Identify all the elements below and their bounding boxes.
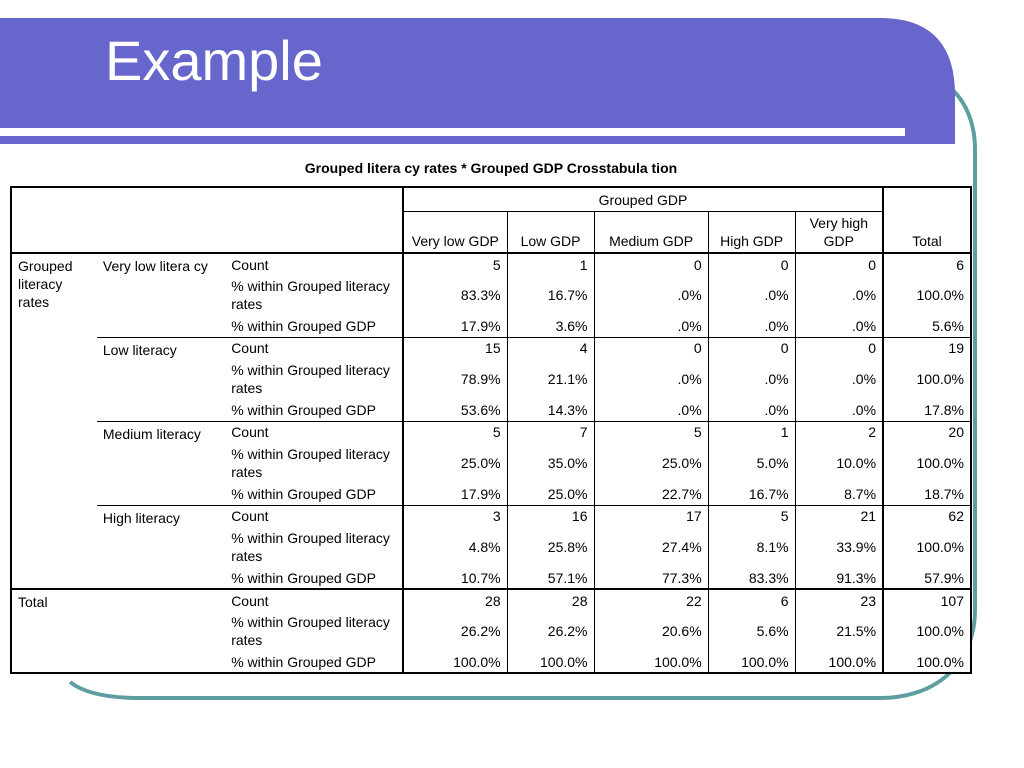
data-cell: 5.6% bbox=[883, 315, 971, 337]
stat-label: % within Grouped GDP bbox=[231, 401, 376, 418]
data-cell: 22 bbox=[594, 589, 708, 611]
data-cell: 3 bbox=[403, 505, 507, 527]
data-cell: 33.9% bbox=[795, 527, 883, 567]
data-cell: 1 bbox=[708, 421, 795, 443]
data-cell: 100.0% bbox=[883, 651, 971, 673]
data-cell: 91.3% bbox=[795, 567, 883, 589]
data-cell: 25.0% bbox=[507, 483, 594, 505]
stat-label: % within Grouped GDP bbox=[231, 569, 376, 586]
data-cell: 25.0% bbox=[403, 443, 507, 483]
total-row-label: Total bbox=[11, 589, 225, 673]
data-cell: .0% bbox=[708, 399, 795, 421]
data-cell: 20 bbox=[883, 421, 971, 443]
data-cell: 17.8% bbox=[883, 399, 971, 421]
stat-label: % within Grouped literacy rates bbox=[231, 614, 390, 648]
row-category-label: Low literacy bbox=[97, 337, 225, 421]
data-cell: .0% bbox=[795, 315, 883, 337]
data-cell: 5.0% bbox=[708, 443, 795, 483]
data-cell: 6 bbox=[708, 589, 795, 611]
table-row bbox=[11, 505, 971, 527]
corner-cell bbox=[11, 187, 403, 253]
stat-label: Count bbox=[225, 337, 403, 359]
data-cell: 27.4% bbox=[594, 527, 708, 567]
data-cell: 0 bbox=[795, 253, 883, 275]
data-cell: 16.7% bbox=[507, 275, 594, 315]
data-cell: .0% bbox=[795, 399, 883, 421]
data-cell: 100.0% bbox=[883, 611, 971, 651]
column-header: Very high GDP bbox=[795, 211, 883, 253]
data-cell: 5 bbox=[708, 505, 795, 527]
data-cell: 10.0% bbox=[795, 443, 883, 483]
stat-label: % within Grouped literacy rates bbox=[231, 362, 390, 396]
data-cell: 3.6% bbox=[507, 315, 594, 337]
data-cell: 26.2% bbox=[403, 611, 507, 651]
data-cell: 16.7% bbox=[708, 483, 795, 505]
row-category-label: Very low litera cy bbox=[97, 253, 225, 337]
row-group-label: Grouped literacy rates bbox=[11, 253, 97, 589]
data-cell: 5 bbox=[403, 421, 507, 443]
data-cell: 4 bbox=[507, 337, 594, 359]
data-cell: .0% bbox=[594, 315, 708, 337]
table-caption: Grouped litera cy rates * Grouped GDP Crosstabula tion bbox=[304, 160, 678, 176]
data-cell: .0% bbox=[795, 359, 883, 399]
stat-label: Count bbox=[225, 253, 403, 275]
data-cell: 57.1% bbox=[507, 567, 594, 589]
data-cell: 16 bbox=[507, 505, 594, 527]
stat-label: % within Grouped literacy rates bbox=[231, 446, 390, 480]
data-cell: 19 bbox=[883, 337, 971, 359]
data-cell: 107 bbox=[883, 589, 971, 611]
data-cell: 62 bbox=[883, 505, 971, 527]
data-cell: 5.6% bbox=[708, 611, 795, 651]
data-cell: 100.0% bbox=[883, 359, 971, 399]
data-cell: 100.0% bbox=[883, 275, 971, 315]
data-cell: 0 bbox=[594, 253, 708, 275]
column-header: Low GDP bbox=[507, 211, 594, 253]
data-cell: 2 bbox=[795, 421, 883, 443]
data-cell: 4.8% bbox=[403, 527, 507, 567]
data-cell: 100.0% bbox=[708, 651, 795, 673]
data-cell: .0% bbox=[594, 359, 708, 399]
data-cell: 5 bbox=[403, 253, 507, 275]
data-cell: 21.5% bbox=[795, 611, 883, 651]
row-category-label: High literacy bbox=[97, 505, 225, 589]
data-cell: 14.3% bbox=[507, 399, 594, 421]
stat-label: % within Grouped GDP bbox=[231, 485, 376, 502]
data-cell: 17.9% bbox=[403, 483, 507, 505]
data-cell: 83.3% bbox=[403, 275, 507, 315]
data-cell: 22.7% bbox=[594, 483, 708, 505]
data-cell: 0 bbox=[594, 337, 708, 359]
table-row bbox=[11, 253, 971, 275]
data-cell: 25.0% bbox=[594, 443, 708, 483]
data-cell: 26.2% bbox=[507, 611, 594, 651]
column-header: Total bbox=[883, 211, 971, 253]
table-row bbox=[11, 337, 971, 359]
data-cell: 18.7% bbox=[883, 483, 971, 505]
data-cell: 100.0% bbox=[403, 651, 507, 673]
data-cell: 83.3% bbox=[708, 567, 795, 589]
data-cell: 20.6% bbox=[594, 611, 708, 651]
data-cell: 21.1% bbox=[507, 359, 594, 399]
stat-label: % within Grouped literacy rates bbox=[231, 530, 390, 564]
stat-label: Count bbox=[225, 589, 403, 611]
data-cell: .0% bbox=[594, 275, 708, 315]
data-cell: 15 bbox=[403, 337, 507, 359]
stat-label: % within Grouped literacy rates bbox=[231, 278, 390, 312]
data-cell: 78.9% bbox=[403, 359, 507, 399]
header-row-group bbox=[11, 187, 971, 211]
data-cell: 17 bbox=[594, 505, 708, 527]
table-row bbox=[11, 589, 971, 611]
data-cell: 0 bbox=[708, 253, 795, 275]
data-cell: .0% bbox=[795, 275, 883, 315]
data-cell: 21 bbox=[795, 505, 883, 527]
stat-label: Count bbox=[225, 505, 403, 527]
data-cell: .0% bbox=[594, 399, 708, 421]
data-cell: 35.0% bbox=[507, 443, 594, 483]
column-header: High GDP bbox=[708, 211, 795, 253]
data-cell: 6 bbox=[883, 253, 971, 275]
column-header: Medium GDP bbox=[594, 211, 708, 253]
stat-label: % within Grouped GDP bbox=[231, 653, 376, 670]
data-cell: 8.1% bbox=[708, 527, 795, 567]
data-cell: 28 bbox=[403, 589, 507, 611]
crosstab-table bbox=[10, 186, 972, 674]
data-cell: 0 bbox=[795, 337, 883, 359]
stat-label: % within Grouped GDP bbox=[231, 317, 376, 334]
data-cell: 28 bbox=[507, 589, 594, 611]
column-header: Very low GDP bbox=[403, 211, 507, 253]
data-cell: .0% bbox=[708, 315, 795, 337]
data-cell: .0% bbox=[708, 359, 795, 399]
data-cell: 100.0% bbox=[594, 651, 708, 673]
data-cell: 8.7% bbox=[795, 483, 883, 505]
column-group-header: Grouped GDP bbox=[403, 187, 883, 211]
banner-bottom-strip bbox=[0, 136, 955, 144]
data-cell: 100.0% bbox=[507, 651, 594, 673]
data-cell: 23 bbox=[795, 589, 883, 611]
data-cell: 0 bbox=[708, 337, 795, 359]
data-cell: 1 bbox=[507, 253, 594, 275]
data-cell: 7 bbox=[507, 421, 594, 443]
data-cell: 100.0% bbox=[883, 443, 971, 483]
data-cell: 53.6% bbox=[403, 399, 507, 421]
data-cell: 57.9% bbox=[883, 567, 971, 589]
data-cell: 100.0% bbox=[883, 527, 971, 567]
data-cell: 10.7% bbox=[403, 567, 507, 589]
data-cell: 100.0% bbox=[795, 651, 883, 673]
row-category-label: Medium literacy bbox=[97, 421, 225, 505]
data-cell: 25.8% bbox=[507, 527, 594, 567]
data-cell: 5 bbox=[594, 421, 708, 443]
table-row bbox=[11, 421, 971, 443]
stat-label: Count bbox=[225, 421, 403, 443]
banner-underline bbox=[0, 132, 905, 136]
total-header-spacer bbox=[883, 187, 971, 211]
slide-title: Example bbox=[105, 29, 323, 92]
data-cell: .0% bbox=[708, 275, 795, 315]
data-cell: 17.9% bbox=[403, 315, 507, 337]
data-cell: 77.3% bbox=[594, 567, 708, 589]
